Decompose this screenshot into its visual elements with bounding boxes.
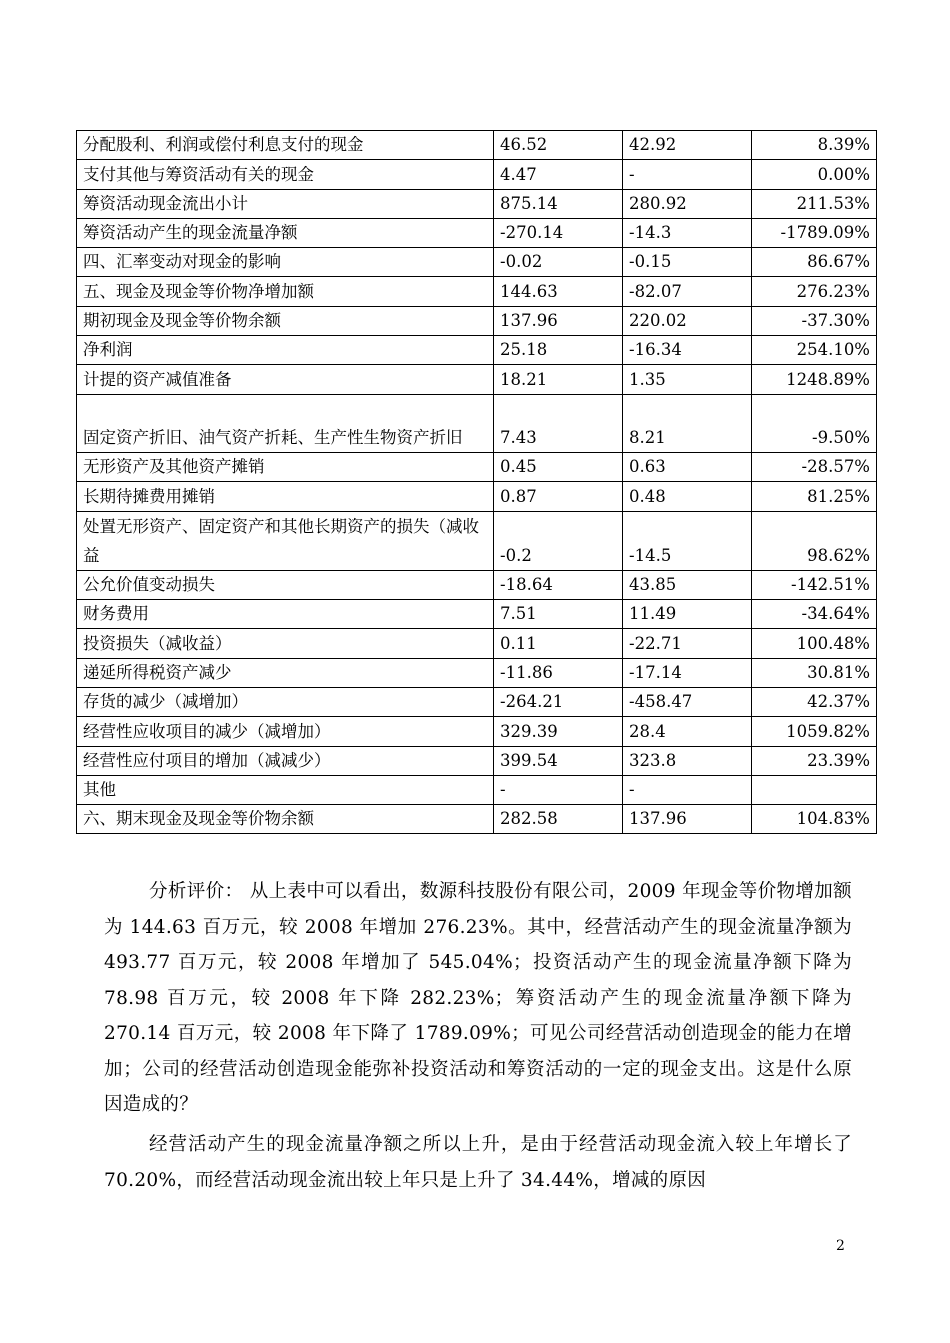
value-2008-cell: 28.4 <box>623 717 752 746</box>
value-2009-cell: -11.86 <box>494 658 623 687</box>
value-2008-cell: 323.8 <box>623 746 752 775</box>
row-label-cell: 无形资产及其他资产摊销 <box>77 453 494 482</box>
value-2009-cell: 282.58 <box>494 805 623 834</box>
value-2008-cell: -16.34 <box>623 336 752 365</box>
value-2009-cell: 0.11 <box>494 629 623 658</box>
change-percent-cell: 254.10% <box>752 336 877 365</box>
row-label-cell: 长期待摊费用摊销 <box>77 482 494 511</box>
value-2008-cell: 0.48 <box>623 482 752 511</box>
row-label-cell: 处置无形资产、固定资产和其他长期资产的损失（减收益 <box>77 511 494 570</box>
table-row <box>77 687 877 716</box>
table-row <box>77 394 877 453</box>
value-2008-cell: 1.35 <box>623 365 752 394</box>
change-percent-cell: -142.51% <box>752 570 877 599</box>
value-2008-cell: 220.02 <box>623 306 752 335</box>
row-label-cell: 经营性应付项目的增加（减减少） <box>77 746 494 775</box>
row-label-cell: 支付其他与筹资活动有关的现金 <box>77 160 494 189</box>
change-percent-cell: -1789.09% <box>752 218 877 247</box>
value-2009-cell: 46.52 <box>494 131 623 160</box>
value-2008-cell: - <box>623 775 752 804</box>
change-percent-cell: 98.62% <box>752 511 877 570</box>
value-2008-cell: - <box>623 160 752 189</box>
table-row <box>77 629 877 658</box>
change-percent-cell: 211.53% <box>752 189 877 218</box>
value-2009-cell: - <box>494 775 623 804</box>
row-label-cell: 五、现金及现金等价物净增加额 <box>77 277 494 306</box>
table-row <box>77 336 877 365</box>
value-2009-cell: 329.39 <box>494 717 623 746</box>
value-2009-cell: 137.96 <box>494 306 623 335</box>
row-label-cell: 四、汇率变动对现金的影响 <box>77 248 494 277</box>
table-row <box>77 658 877 687</box>
row-label-cell: 其他 <box>77 775 494 804</box>
value-2009-cell: 399.54 <box>494 746 623 775</box>
value-2008-cell: -14.5 <box>623 511 752 570</box>
cash-flow-table-container <box>76 130 877 834</box>
value-2008-cell: 8.21 <box>623 394 752 453</box>
value-2009-cell: 0.87 <box>494 482 623 511</box>
row-label-cell: 分配股利、利润或偿付利息支付的现金 <box>77 131 494 160</box>
change-percent-cell: 276.23% <box>752 277 877 306</box>
row-label-cell: 投资损失（减收益） <box>77 629 494 658</box>
change-percent-cell: 23.39% <box>752 746 877 775</box>
row-label-cell: 净利润 <box>77 336 494 365</box>
value-2009-cell: 7.51 <box>494 600 623 629</box>
table-row <box>77 218 877 247</box>
value-2009-cell: -264.21 <box>494 687 623 716</box>
value-2008-cell: -458.47 <box>623 687 752 716</box>
change-percent-cell: 0.00% <box>752 160 877 189</box>
table-row <box>77 775 877 804</box>
value-2008-cell: -22.71 <box>623 629 752 658</box>
table-row <box>77 746 877 775</box>
row-label-cell: 六、期末现金及现金等价物余额 <box>77 805 494 834</box>
value-2008-cell: 42.92 <box>623 131 752 160</box>
value-2008-cell: 11.49 <box>623 600 752 629</box>
value-2009-cell: 7.43 <box>494 394 623 453</box>
table-row <box>77 277 877 306</box>
table-row <box>77 717 877 746</box>
row-label-cell: 固定资产折旧、油气资产折耗、生产性生物资产折旧 <box>77 394 494 453</box>
change-percent-cell: 86.67% <box>752 248 877 277</box>
change-percent-cell: 100.48% <box>752 629 877 658</box>
table-row <box>77 805 877 834</box>
value-2008-cell: -0.15 <box>623 248 752 277</box>
row-label-cell: 存货的减少（减增加） <box>77 687 494 716</box>
value-2009-cell: -0.2 <box>494 511 623 570</box>
row-label-cell: 递延所得税资产减少 <box>77 658 494 687</box>
change-percent-cell: 81.25% <box>752 482 877 511</box>
value-2009-cell: 18.21 <box>494 365 623 394</box>
page-number: 2 <box>836 1238 845 1254</box>
change-percent-cell <box>752 775 877 804</box>
row-label-cell: 期初现金及现金等价物余额 <box>77 306 494 335</box>
value-2008-cell: 43.85 <box>623 570 752 599</box>
table-row <box>77 453 877 482</box>
value-2008-cell: 137.96 <box>623 805 752 834</box>
value-2009-cell: 25.18 <box>494 336 623 365</box>
change-percent-cell: 30.81% <box>752 658 877 687</box>
analysis-paragraph-1: 分析评价： 从上表中可以看出，数源科技股份有限公司，2009 年现金等价物增加额为 144.63 百万元，较 2008 年增加 276.23%。其中，经营活动产生的现金流量净额为 493.77 百万元，较 2008 年增加了 545.04%；投资活动产生的现金流量净额下降为 78.98 百万元，较 2008 年下降 282.23%；筹资活动产生的现金流量净额下降为 270.14 百万元，较 2008 年下降了 1789.09%；可见公司经营活动创造现金的能力在增加；公司的经营活动创造现金能弥补投资活动和筹资活动的一定的现金支出。这是什么原因造成的？ <box>104 881 852 1115</box>
table-row <box>77 511 877 570</box>
table-row <box>77 600 877 629</box>
row-label-cell: 经营性应收项目的减少（减增加） <box>77 717 494 746</box>
change-percent-cell: 1059.82% <box>752 717 877 746</box>
row-label-cell: 公允价值变动损失 <box>77 570 494 599</box>
change-percent-cell: 1248.89% <box>752 365 877 394</box>
row-label-cell: 筹资活动现金流出小计 <box>77 189 494 218</box>
table-row <box>77 306 877 335</box>
value-2008-cell: 280.92 <box>623 189 752 218</box>
table-row <box>77 570 877 599</box>
value-2009-cell: -0.02 <box>494 248 623 277</box>
analysis-paragraph-2: 经营活动产生的现金流量净额之所以上升，是由于经营活动现金流入较上年增长了 70.20%，而经营活动现金流出较上年只是上升了 34.44%，增减的原因 <box>104 1134 852 1191</box>
value-2009-cell: -270.14 <box>494 218 623 247</box>
value-2009-cell: 875.14 <box>494 189 623 218</box>
value-2008-cell: -17.14 <box>623 658 752 687</box>
cash-flow-table-body <box>77 131 877 834</box>
change-percent-cell: 104.83% <box>752 805 877 834</box>
change-percent-cell: -9.50% <box>752 394 877 453</box>
table-row <box>77 248 877 277</box>
table-row <box>77 160 877 189</box>
change-percent-cell: -34.64% <box>752 600 877 629</box>
table-row <box>77 131 877 160</box>
table-row <box>77 482 877 511</box>
value-2009-cell: 144.63 <box>494 277 623 306</box>
value-2008-cell: -14.3 <box>623 218 752 247</box>
change-percent-cell: 42.37% <box>752 687 877 716</box>
cash-flow-table <box>76 130 877 834</box>
row-label-cell: 筹资活动产生的现金流量净额 <box>77 218 494 247</box>
change-percent-cell: -37.30% <box>752 306 877 335</box>
change-percent-cell: 8.39% <box>752 131 877 160</box>
value-2009-cell: -18.64 <box>494 570 623 599</box>
value-2008-cell: 0.63 <box>623 453 752 482</box>
value-2009-cell: 4.47 <box>494 160 623 189</box>
change-percent-cell: -28.57% <box>752 453 877 482</box>
row-label-cell: 计提的资产减值准备 <box>77 365 494 394</box>
value-2009-cell: 0.45 <box>494 453 623 482</box>
value-2008-cell: -82.07 <box>623 277 752 306</box>
table-row <box>77 189 877 218</box>
row-label-cell: 财务费用 <box>77 600 494 629</box>
table-row <box>77 365 877 394</box>
